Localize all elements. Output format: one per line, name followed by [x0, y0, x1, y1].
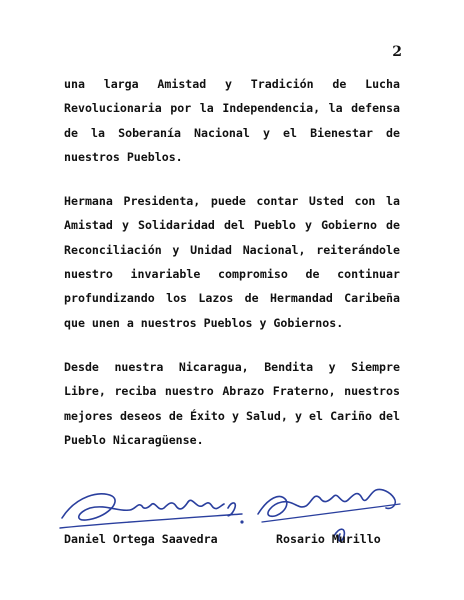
signatory-name-murillo: Rosario Murillo [276, 532, 381, 546]
paragraph-1: una larga Amistad y Tradición de Lucha Revolucionaria por la Independencia, la defensa de la Soberanía Nacional y el Bienestar de nuestros Pueblos. [64, 77, 400, 164]
signatures [0, 478, 464, 558]
signature-block-murillo [250, 478, 410, 558]
paragraph-3: Desde nuestra Nicaragua, Bendita y Siempre Libre, reciba nuestro Abrazo Fraterno, nuestros mejores deseos de Éxito y Salud, y el Cariño del Pueblo Nicaragüense. [64, 359, 400, 447]
handwritten-signature-ortega [56, 478, 246, 538]
letter-body [64, 72, 400, 472]
page-number: 2 [392, 44, 402, 60]
signatory-name-ortega: Daniel Ortega Saavedra [64, 532, 218, 546]
paragraph-2: Hermana Presidenta, puede contar Usted con la Amistad y Solidaridad del Pueblo y Gobierno de Reconciliación y Unidad Nacional, reiterándole nuestro invariable compromiso de continuar profundizando los Lazos de Hermandad Caribeña que unen a nuestros Pueblos y Gobiernos. [64, 194, 400, 330]
signature-block-ortega [56, 478, 246, 558]
